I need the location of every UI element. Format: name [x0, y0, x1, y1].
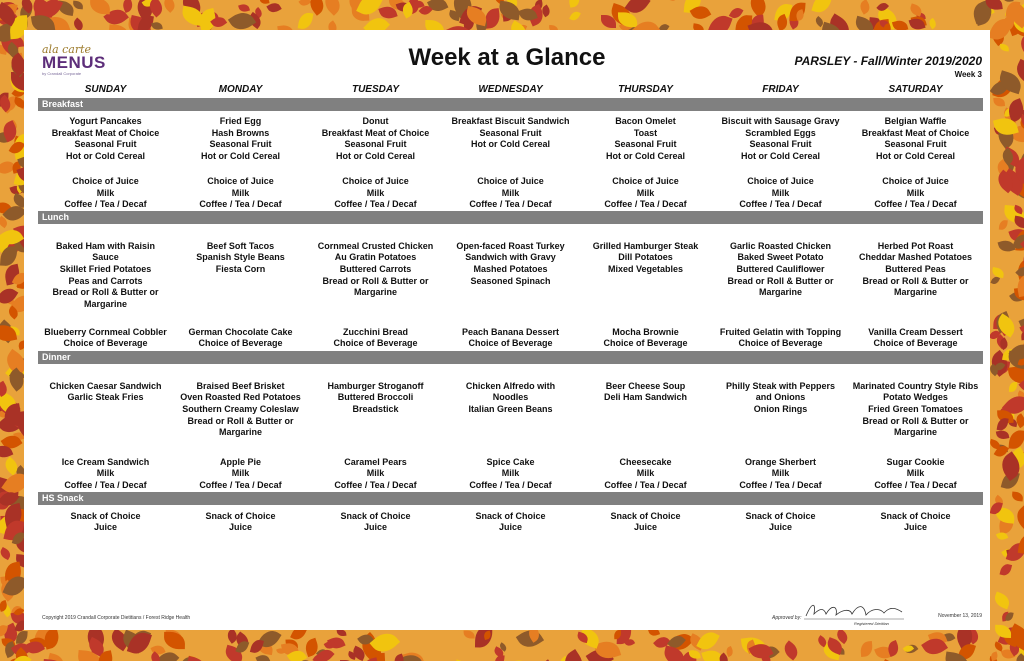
- lunch-main-cell: [713, 224, 848, 322]
- snack-cell: [713, 505, 848, 536]
- menu-item: Grilled Hamburger Steak: [592, 240, 699, 251]
- leaf-decoration: [1008, 430, 1024, 450]
- menu-item: Skillet Fried Potatoes: [59, 263, 152, 274]
- leaf-decoration: [90, 0, 111, 14]
- menu-item: Milk: [771, 468, 790, 479]
- menu-item: Fruited Gelatin with Topping: [719, 326, 842, 337]
- day-header-monday: MONDAY: [218, 84, 263, 95]
- lunch-dessert-cell: [848, 322, 983, 351]
- menu-item: Snack of Choice: [880, 510, 951, 521]
- day-header-thursday: THURSDAY: [618, 84, 673, 95]
- menu-item: Choice of Juice: [342, 176, 409, 186]
- menu-item: Baked Sweet Potato: [737, 252, 824, 263]
- menu-item: Hot or Cold Cereal: [470, 139, 550, 150]
- lunch-dessert-cell: [38, 322, 173, 351]
- menu-item: Choice of Beverage: [603, 338, 688, 349]
- menu-item: Chicken Caesar Sandwich: [49, 380, 162, 391]
- dinner-section-label: Dinner: [38, 351, 983, 364]
- breakfast-drinks-cell: [173, 170, 308, 211]
- lunch-main-cell: [38, 224, 173, 322]
- leaf-decoration: [990, 652, 999, 661]
- menu-item: Philly Steak with Peppers: [725, 380, 836, 391]
- menu-item: Fried Green Tomatoes: [868, 403, 963, 414]
- signature: [802, 600, 906, 622]
- lunch-main-cell: [173, 224, 308, 322]
- leaf-decoration: [857, 0, 872, 15]
- breakfast-main-cell: [713, 111, 848, 170]
- menu-item: Snack of Choice: [745, 510, 816, 521]
- menu-item: Margarine: [893, 287, 937, 298]
- menu-item: Choice of Beverage: [738, 338, 823, 349]
- menu-item: Hot or Cold Cereal: [875, 150, 955, 161]
- menu-item: Apple Pie: [219, 456, 261, 467]
- menu-item: Milk: [906, 187, 925, 198]
- leaf-decoration: [994, 98, 1005, 107]
- dinner-dessert-cell: [308, 449, 443, 492]
- menu-item: Coffee / Tea / Decaf: [334, 199, 417, 210]
- menu-item: Choice of Juice: [477, 176, 544, 186]
- breakfast-drinks-cell: [38, 170, 173, 211]
- breakfast-section-label: Breakfast: [38, 98, 983, 111]
- menu-item: Herbed Pot Roast: [877, 240, 954, 251]
- menu-item: Mocha Brownie: [612, 326, 679, 337]
- dinner-dessert-cell: [173, 449, 308, 492]
- day-header-tuesday: TUESDAY: [351, 84, 400, 95]
- dinner-main-cell: [578, 364, 713, 449]
- dinner-main-cell: [848, 364, 983, 449]
- breakfast-main-cell: [173, 111, 308, 170]
- menu-item: Noodles: [492, 392, 529, 403]
- menu-subtitle: PARSLEY - Fall/Winter 2019/2020: [794, 54, 982, 68]
- menu-item: Seasonal Fruit: [479, 127, 542, 138]
- day-header-wednesday: WEDNESDAY: [478, 84, 543, 95]
- menu-item: Bread or Roll & Butter or: [727, 275, 834, 286]
- menu-item: Bread or Roll & Butter or: [187, 415, 294, 426]
- day-header-sunday: SUNDAY: [84, 84, 127, 95]
- menu-item: Chicken Alfredo with: [465, 380, 556, 391]
- menu-item: Milk: [231, 468, 250, 479]
- leaf-decoration: [812, 0, 834, 15]
- leaf-decoration: [1012, 492, 1023, 502]
- lunch-section-label: Lunch: [38, 211, 983, 224]
- menu-item: Bread or Roll & Butter or: [862, 275, 969, 286]
- leaf-decoration: [1000, 43, 1009, 51]
- menu-item: Milk: [231, 187, 250, 198]
- leaf-decoration: [1016, 33, 1024, 58]
- menu-item: Potato Wedges: [883, 392, 948, 403]
- lunch-dessert-row: [38, 322, 983, 351]
- menu-item: Hash Browns: [211, 127, 270, 138]
- dinner-main-row: [38, 364, 983, 449]
- menu-item: Southern Creamy Coleslaw: [182, 403, 299, 414]
- menu-item: Coffee / Tea / Decaf: [469, 199, 552, 210]
- registered-dietitian-label: Registered Dietitian: [854, 621, 889, 626]
- menu-item: Margarine: [83, 298, 127, 309]
- menu-item: Buttered Peas: [885, 263, 946, 274]
- lunch-section-bar: [38, 211, 983, 224]
- approval-date: November 13, 2019: [938, 613, 982, 619]
- menu-item: Marinated Country Style Ribs: [852, 380, 979, 391]
- dinner-dessert-cell: [578, 449, 713, 492]
- menu-item: Milk: [906, 468, 925, 479]
- menu-item: Cornmeal Crusted Chicken: [317, 240, 434, 251]
- menu-item: Juice: [228, 522, 252, 533]
- leaf-decoration: [16, 630, 27, 644]
- menu-item: Milk: [96, 187, 115, 198]
- menu-item: Coffee / Tea / Decaf: [199, 199, 282, 210]
- snack-section-bar: [38, 492, 983, 505]
- leaf-decoration: [999, 220, 1008, 231]
- menu-item: Dill Potatoes: [618, 252, 673, 263]
- menu-item: Mashed Potatoes: [473, 263, 548, 274]
- dinner-main-cell: [38, 364, 173, 449]
- day-header-row: [38, 81, 983, 98]
- breakfast-main-cell: [578, 111, 713, 170]
- lunch-dessert-cell: [443, 322, 578, 351]
- breakfast-drinks-row: [38, 170, 983, 211]
- menu-item: Hot or Cold Cereal: [65, 150, 145, 161]
- menu-item: Vanilla Cream Dessert: [868, 326, 963, 337]
- menu-item: Milk: [366, 468, 385, 479]
- menu-item: Milk: [501, 468, 520, 479]
- menu-item: Juice: [498, 522, 522, 533]
- menu-item: Choice of Juice: [207, 176, 274, 186]
- dinner-main-cell: [443, 364, 578, 449]
- menu-item: Sandwich with Gravy: [465, 252, 556, 263]
- menu-item: Biscuit with Sausage Gravy: [721, 116, 840, 126]
- snack-cell: [578, 505, 713, 536]
- menu-item: Seasonal Fruit: [209, 139, 272, 150]
- menu-item: Choice of Juice: [612, 176, 679, 186]
- menu-item: Yogurt Pancakes: [69, 116, 142, 126]
- menu-item: Belgian Waffle: [884, 116, 947, 126]
- breakfast-section-bar: [38, 98, 983, 111]
- menu-item: Milk: [771, 187, 790, 198]
- menu-item: Orange Sherbert: [744, 456, 817, 467]
- leaf-decoration: [297, 11, 313, 30]
- leaf-decoration: [568, 0, 581, 8]
- menu-item: Choice of Beverage: [333, 338, 418, 349]
- menu-item: Choice of Juice: [882, 176, 949, 186]
- leaf-decoration: [670, 0, 679, 2]
- menu-item: Choice of Juice: [747, 176, 814, 186]
- menu-item: Coffee / Tea / Decaf: [469, 479, 552, 490]
- snack-cell: [38, 505, 173, 536]
- menu-item: Garlic Roasted Chicken: [729, 240, 832, 251]
- lunch-main-cell: [443, 224, 578, 322]
- weekly-menu-table: [38, 81, 983, 536]
- leaf-decoration: [164, 632, 185, 649]
- menu-item: Choice of Beverage: [873, 338, 958, 349]
- menu-item: Breadstick: [352, 403, 399, 414]
- dinner-dessert-cell: [443, 449, 578, 492]
- menu-sheet: [24, 30, 990, 630]
- menu-item: Choice of Juice: [72, 176, 139, 186]
- lunch-dessert-cell: [578, 322, 713, 351]
- breakfast-drinks-cell: [308, 170, 443, 211]
- leaf-decoration: [1013, 216, 1024, 228]
- menu-item: Juice: [903, 522, 927, 533]
- dinner-dessert-row: [38, 449, 983, 492]
- menu-item: Cheddar Mashed Potatoes: [858, 252, 973, 263]
- leaf-decoration: [72, 17, 86, 31]
- menu-item: Hot or Cold Cereal: [740, 150, 820, 161]
- menu-item: Bread or Roll & Butter or: [52, 287, 159, 298]
- lunch-main-cell: [848, 224, 983, 322]
- dinner-dessert-cell: [848, 449, 983, 492]
- menu-item: Caramel Pears: [344, 456, 407, 467]
- menu-item: Hot or Cold Cereal: [200, 150, 280, 161]
- snack-row: [38, 505, 983, 536]
- menu-item: Buttered Cauliflower: [736, 263, 825, 274]
- dinner-dessert-cell: [713, 449, 848, 492]
- leaf-decoration: [186, 656, 208, 661]
- breakfast-main-cell: [848, 111, 983, 170]
- menu-item: Snack of Choice: [610, 510, 681, 521]
- menu-item: Juice: [633, 522, 657, 533]
- menu-item: Buttered Broccoli: [337, 392, 414, 403]
- menu-item: Coffee / Tea / Decaf: [64, 199, 147, 210]
- breakfast-main-cell: [308, 111, 443, 170]
- menu-item: Juice: [363, 522, 387, 533]
- menu-item: Coffee / Tea / Decaf: [604, 199, 687, 210]
- menu-item: Choice of Beverage: [198, 338, 283, 349]
- menu-item: Baked Ham with Raisin: [55, 240, 156, 251]
- menu-item: Peach Banana Dessert: [461, 326, 560, 337]
- page-title: Week at a Glance: [408, 44, 606, 71]
- menu-item: Oven Roasted Red Potatoes: [180, 392, 301, 403]
- lunch-main-cell: [308, 224, 443, 322]
- menu-item: Spice Cake: [486, 456, 535, 467]
- menu-item: Italian Green Beans: [468, 403, 553, 414]
- menu-item: Breakfast Biscuit Sandwich: [451, 116, 570, 126]
- menu-item: Choice of Beverage: [63, 338, 148, 349]
- copyright-text: Copyright 2019 Crandall Corporate Dietitians / Forest Ridge Health: [42, 615, 191, 621]
- menu-item: Snack of Choice: [70, 510, 141, 521]
- menu-item: Beef Soft Tacos: [206, 240, 275, 251]
- menu-item: Bread or Roll & Butter or: [322, 275, 429, 286]
- lunch-dessert-cell: [713, 322, 848, 351]
- day-header-saturday: SATURDAY: [888, 84, 943, 95]
- week-number: Week 3: [954, 70, 982, 79]
- menu-item: Hot or Cold Cereal: [335, 150, 415, 161]
- menu-item: Seasonal Fruit: [749, 139, 812, 150]
- menu-item: Sauce: [92, 252, 119, 263]
- lunch-dessert-cell: [173, 322, 308, 351]
- leaf-decoration: [73, 1, 84, 10]
- menu-item: Coffee / Tea / Decaf: [739, 199, 822, 210]
- lunch-main-cell: [578, 224, 713, 322]
- menu-item: Garlic Steak Fries: [67, 392, 144, 403]
- menu-item: Zucchini Bread: [342, 326, 408, 337]
- dinner-main-cell: [173, 364, 308, 449]
- leaf-decoration: [1000, 563, 1012, 577]
- leaf-decoration: [0, 547, 12, 560]
- menu-item: Onion Rings: [753, 403, 808, 414]
- menu-item: German Chocolate Cake: [188, 326, 293, 337]
- menu-item: Ice Cream Sandwich: [61, 456, 150, 467]
- menu-item: Bread or Roll & Butter or: [862, 415, 969, 426]
- leaf-decoration: [464, 630, 475, 638]
- menu-item: Milk: [366, 187, 385, 198]
- menu-item: Coffee / Tea / Decaf: [604, 479, 687, 490]
- menu-item: Coffee / Tea / Decaf: [739, 479, 822, 490]
- day-header-friday: FRIDAY: [762, 84, 799, 95]
- menu-item: Fried Egg: [219, 116, 262, 126]
- leaf-decoration: [927, 17, 938, 29]
- menu-item: Coffee / Tea / Decaf: [334, 479, 417, 490]
- menu-item: Milk: [501, 187, 520, 198]
- menu-item: Juice: [93, 522, 117, 533]
- menu-item: Seasoned Spinach: [470, 275, 551, 286]
- alacarte-menus-logo: ala carte MENUS by Crandall Corporate: [42, 43, 106, 76]
- breakfast-drinks-cell: [713, 170, 848, 211]
- breakfast-main-row: [38, 111, 983, 170]
- breakfast-drinks-cell: [848, 170, 983, 211]
- leaf-decoration: [498, 1, 521, 21]
- menu-item: Coffee / Tea / Decaf: [874, 479, 957, 490]
- leaf-decoration: [181, 5, 206, 26]
- menu-item: Mixed Vegetables: [607, 263, 684, 274]
- breakfast-drinks-cell: [578, 170, 713, 211]
- dinner-dessert-cell: [38, 449, 173, 492]
- leaf-decoration: [320, 0, 344, 16]
- menu-item: Cheesecake: [619, 456, 672, 467]
- menu-item: Buttered Carrots: [339, 263, 412, 274]
- menu-item: Coffee / Tea / Decaf: [199, 479, 282, 490]
- menu-item: Juice: [768, 522, 792, 533]
- leaf-decoration: [569, 10, 581, 23]
- menu-item: Fiesta Corn: [215, 263, 266, 274]
- leaf-decoration: [859, 641, 872, 657]
- menu-item: Snack of Choice: [475, 510, 546, 521]
- menu-item: Milk: [96, 468, 115, 479]
- menu-item: Blueberry Cornmeal Cobbler: [44, 326, 167, 337]
- breakfast-main-cell: [38, 111, 173, 170]
- menu-item: Seasonal Fruit: [344, 139, 407, 150]
- snack-cell: [443, 505, 578, 536]
- menu-item: Margarine: [758, 287, 802, 298]
- leaf-decoration: [1006, 611, 1015, 621]
- leaf-decoration: [1018, 531, 1024, 554]
- menu-item: Beer Cheese Soup: [605, 380, 686, 391]
- breakfast-drinks-cell: [443, 170, 578, 211]
- menu-item: Breakfast Meat of Choice: [321, 127, 430, 138]
- dinner-section-bar: [38, 351, 983, 364]
- snack-cell: [308, 505, 443, 536]
- menu-item: Milk: [636, 187, 655, 198]
- leaf-decoration: [992, 592, 1012, 610]
- menu-item: Seasonal Fruit: [74, 139, 137, 150]
- snack-section-label: HS Snack: [38, 492, 983, 505]
- menu-item: Margarine: [218, 427, 262, 438]
- menu-item: Seasonal Fruit: [614, 139, 677, 150]
- menu-item: Coffee / Tea / Decaf: [64, 479, 147, 490]
- leaf-decoration: [781, 640, 802, 660]
- snack-cell: [173, 505, 308, 536]
- dinner-main-cell: [713, 364, 848, 449]
- menu-item: Snack of Choice: [340, 510, 411, 521]
- menu-item: Coffee / Tea / Decaf: [874, 199, 957, 210]
- menu-item: Milk: [636, 468, 655, 479]
- menu-item: Margarine: [893, 427, 937, 438]
- menu-item: Seasonal Fruit: [884, 139, 947, 150]
- menu-item: Hamburger Stroganoff: [327, 380, 424, 391]
- dinner-main-cell: [308, 364, 443, 449]
- approved-by-label: Approved by:: [772, 615, 802, 621]
- menu-item: and Onions: [755, 392, 806, 403]
- menu-item: Breakfast Meat of Choice: [861, 127, 970, 138]
- leaf-decoration: [908, 3, 922, 16]
- menu-item: Au Gratin Potatoes: [334, 252, 417, 263]
- lunch-dessert-cell: [308, 322, 443, 351]
- menu-item: Bacon Omelet: [615, 116, 676, 126]
- leaf-decoration: [162, 0, 179, 13]
- menu-item: Choice of Beverage: [468, 338, 553, 349]
- menu-item: Braised Beef Brisket: [196, 380, 285, 391]
- menu-item: Hot or Cold Cereal: [605, 150, 685, 161]
- menu-item: Snack of Choice: [205, 510, 276, 521]
- menu-item: Toast: [633, 127, 658, 138]
- breakfast-main-cell: [443, 111, 578, 170]
- menu-item: Sugar Cookie: [886, 456, 945, 467]
- menu-item: Breakfast Meat of Choice: [51, 127, 160, 138]
- menu-item: Margarine: [353, 287, 397, 298]
- lunch-main-row: [38, 224, 983, 322]
- leaf-decoration: [1009, 382, 1017, 392]
- menu-item: Donut: [362, 116, 389, 126]
- menu-item: Open-faced Roast Turkey: [456, 240, 565, 251]
- snack-cell: [848, 505, 983, 536]
- menu-item: Scrambled Eggs: [745, 127, 816, 138]
- menu-item: Deli Ham Sandwich: [603, 392, 688, 403]
- menu-item: Peas and Carrots: [68, 275, 143, 286]
- menu-item: Spanish Style Beans: [196, 252, 285, 263]
